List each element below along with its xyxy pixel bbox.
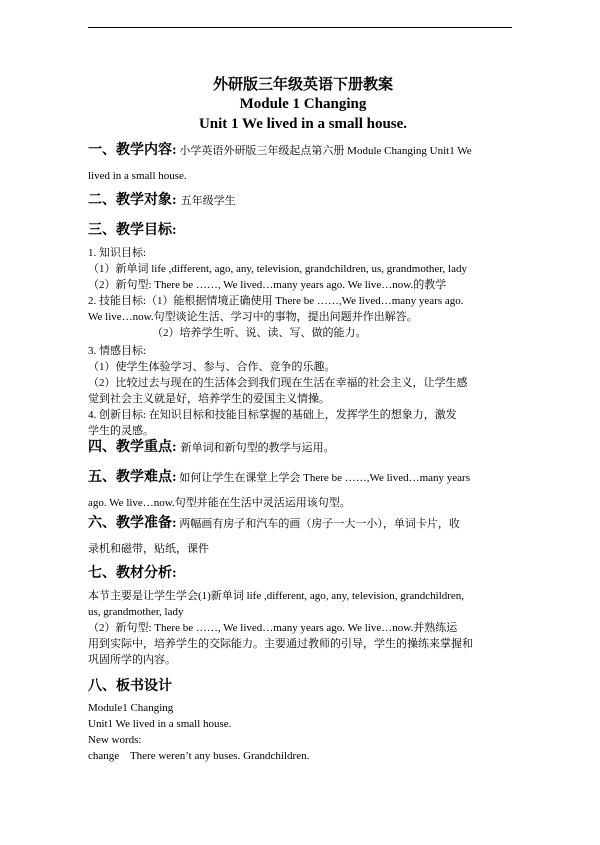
section-text: 小学英语外研版三年级起点第六册 Module Changing Unit1 We [179,145,472,157]
board-line: Module1 Changing [88,702,174,714]
section-audience [88,189,518,209]
board-line: New words: [88,734,142,746]
doc-title: 外研版三年级英语下册教案 [212,77,393,93]
module-title: Module 1 Changing [239,96,367,112]
objective-line: （2）培养学生听、说、读、写、做的能力。 [152,327,367,339]
analysis-line: 本节主要是让学生学会(1)新单词 life ,different, ago, any, television, grandchildren, [88,590,465,602]
section-key-points [88,436,518,456]
objective-line: （1）新单词 life ,different, ago, any, television, grandchildren, us, grandmother, lady [88,263,467,275]
board-line: change There weren’t any buses. Grandchildren. [88,750,310,762]
section-content [88,142,518,185]
section-preparation [88,515,518,558]
section-text: 两幅画有房子和汽车的画（房子一大一小），单词卡片，收 [179,518,460,530]
objective-line: 3. 情感目标: [88,345,147,357]
analysis-line: 用到实际中，培养学生的交际能力。主要通过教师的引导，学生的操练来掌握和 [88,638,473,650]
section-heading: 四、教学重点: [88,440,177,455]
section-objectives [88,219,518,439]
objective-line: 2. 技能目标:（1）能根据情境正确使用 There be ……,We lived…many years ago. [88,295,464,307]
section-board-design [88,675,518,764]
section-text: 新单词和新句型的教学与运用。 [180,442,335,454]
section-analysis [88,562,518,668]
section-heading: 六、教学准备: [88,516,177,531]
unit-title: Unit 1 We lived in a small house. [198,116,408,132]
section-heading: 二、教学对象: [88,193,177,208]
section-heading: 五、教学难点: [88,470,177,485]
section-difficulties [88,469,518,512]
objective-line: 觉到社会主义就是好，培养学生的爱国主义情操。 [88,393,330,405]
objective-line: We live…now.句型谈论生活、学习中的事物，提出问题并作出解答。 [88,311,418,323]
objective-line: 1. 知识目标: [88,247,147,259]
board-line: Unit1 We lived in a small house. [88,718,232,730]
section-text: ago. We live…now.句型并能在生活中灵活运用该句型。 [88,497,351,509]
section-text: 如何让学生在课堂上学会 There be ……,We lived…many years [179,472,470,484]
header-rule [88,27,512,28]
objective-line: 学生的灵感。 [88,425,154,437]
analysis-line: 巩固所学的内容。 [88,654,176,666]
objective-line: 4. 创新目标: 在知识目标和技能目标掌握的基础上，发挥学生的想象力，激发 [88,409,457,421]
section-text: lived in a small house. [88,170,187,182]
section-heading: 一、教学内容: [88,143,177,158]
section-heading: 七、教材分析: [88,566,177,581]
section-heading: 三、教学目标: [88,223,177,238]
analysis-line: us, grandmother, lady [88,606,184,618]
section-text: 录机和磁带，贴纸，课件 [88,543,209,555]
objective-line: （2）比较过去与现在的生活体会到我们现在生活在幸福的社会主义，让学生感 [88,377,468,389]
section-heading: 八、板书设计 [88,679,172,694]
objective-line: （1）使学生体验学习、参与、合作、竞争的乐趣。 [88,361,336,373]
section-text: 五年级学生 [180,195,236,207]
analysis-line: （2）新句型: There be ……, We lived…many years ago. We live…now.并熟练运 [88,622,458,634]
objective-line: （2）新句型: There be ……, We lived…many years ago. We live…now.的教学 [88,279,447,291]
